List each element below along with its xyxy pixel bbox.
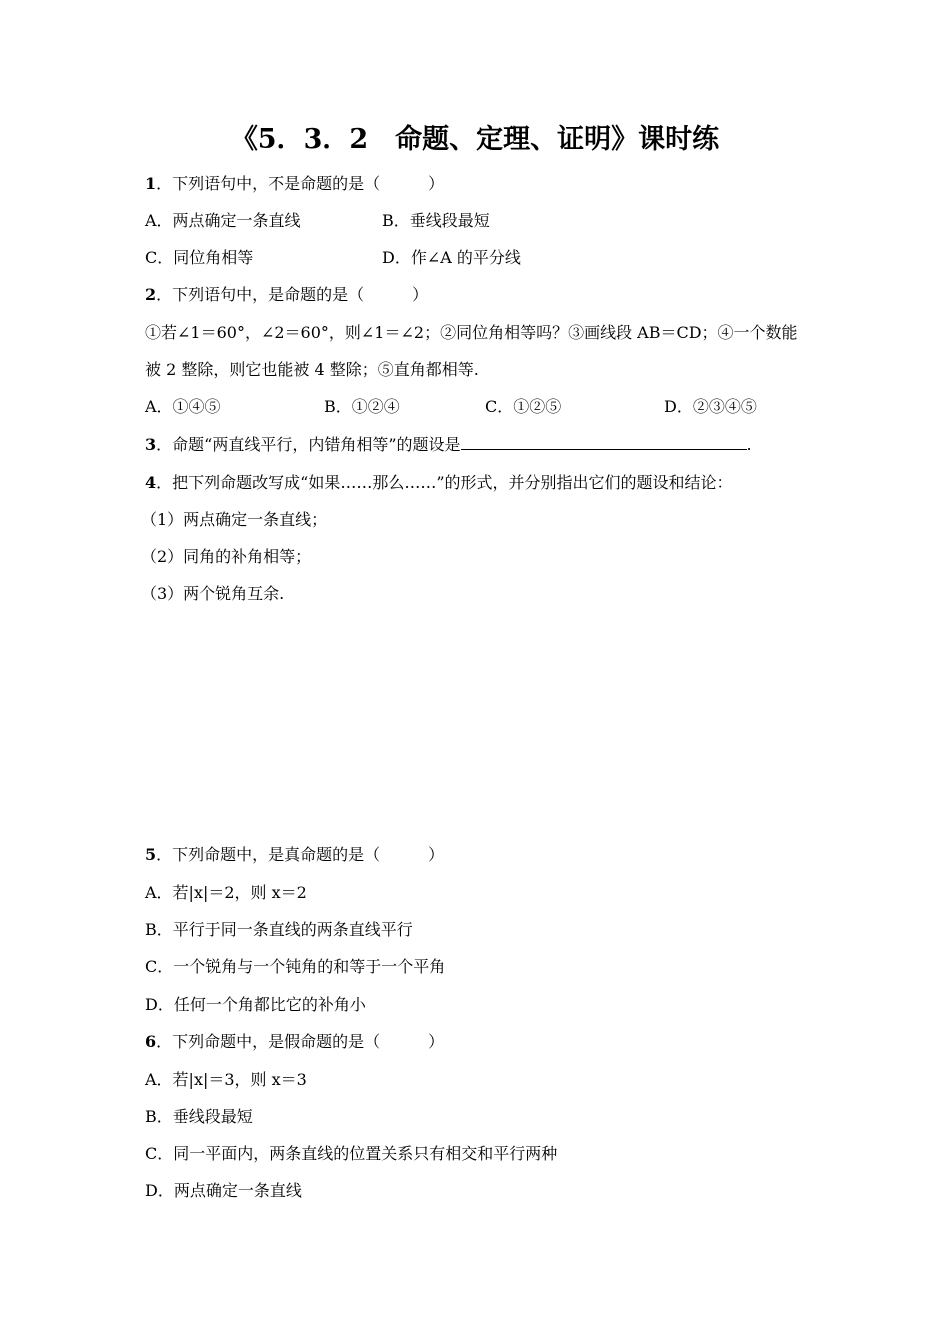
q1-option-d: D．作∠A 的平分线 bbox=[382, 248, 521, 267]
question-1 bbox=[145, 172, 444, 196]
q4-sub-3: （3）两个锐角互余. bbox=[141, 584, 285, 603]
question-number: 2 bbox=[145, 285, 157, 304]
q2-option-c: C．①②⑤ bbox=[485, 397, 562, 416]
question-stem: ．下列语句中，不是命题的是（ ） bbox=[156, 174, 445, 193]
q4-sub-1: （1）两点确定一条直线； bbox=[141, 510, 328, 529]
q4-sub-2: （2）同角的补角相等； bbox=[141, 547, 312, 566]
q2-option-d: D．②③④⑤ bbox=[664, 397, 757, 416]
question-2 bbox=[145, 283, 428, 307]
q5-option-a: A．若|x|＝2，则 x＝2 bbox=[145, 883, 307, 902]
q1-option-b: B．垂线段最短 bbox=[382, 211, 490, 230]
q5-option-b: B．平行于同一条直线的两条直线平行 bbox=[145, 920, 413, 939]
q5-option-c: C．一个锐角与一个钝角的和等于一个平角 bbox=[145, 957, 446, 976]
q6-option-a: A．若|x|＝3，则 x＝3 bbox=[145, 1070, 307, 1089]
question-number: 5 bbox=[145, 845, 157, 864]
page-title: 《5．3．2 命题、定理、证明》课时练 bbox=[230, 124, 720, 155]
q1-option-a: A．两点确定一条直线 bbox=[145, 211, 301, 230]
question-3 bbox=[145, 433, 752, 457]
q6-option-d: D．两点确定一条直线 bbox=[145, 1181, 302, 1200]
answer-blank[interactable] bbox=[461, 433, 747, 450]
question-number: 4 bbox=[145, 473, 157, 492]
q2-statements-line-2: 被 2 整除，则它也能被 4 整除；⑤直角都相等. bbox=[145, 360, 479, 379]
question-stem: ．下列语句中，是命题的是（ ） bbox=[156, 285, 429, 304]
q1-option-c: C．同位角相等 bbox=[145, 248, 254, 267]
q6-option-b: B．垂线段最短 bbox=[145, 1107, 253, 1126]
question-number: 1 bbox=[145, 174, 157, 193]
q2-option-a: A．①④⑤ bbox=[145, 397, 221, 416]
q5-option-d: D．任何一个角都比它的补角小 bbox=[145, 995, 366, 1014]
question-4 bbox=[145, 471, 733, 495]
question-stem: ．下列命题中，是假命题的是（ ） bbox=[156, 1032, 445, 1051]
q2-statements-line-1: ①若∠1＝60°，∠2＝60°，则∠1＝∠2；②同位角相等吗？③画线段 AB＝CD；④一个数能 bbox=[145, 323, 798, 342]
question-number: 3 bbox=[145, 435, 157, 454]
question-stem: ．下列命题中，是真命题的是（ ） bbox=[156, 845, 445, 864]
question-number: 6 bbox=[145, 1032, 157, 1051]
q6-option-c: C．同一平面内，两条直线的位置关系只有相交和平行两种 bbox=[145, 1144, 558, 1163]
question-5 bbox=[145, 843, 444, 867]
q2-option-b: B．①②④ bbox=[324, 397, 400, 416]
question-stem: ．把下列命题改写成“如果……那么……”的形式，并分别指出它们的题设和结论： bbox=[156, 473, 733, 492]
question-6 bbox=[145, 1030, 444, 1054]
question-stem: ．命题“两直线平行，内错角相等”的题设是 bbox=[156, 435, 461, 454]
sentence-end: . bbox=[746, 435, 752, 454]
